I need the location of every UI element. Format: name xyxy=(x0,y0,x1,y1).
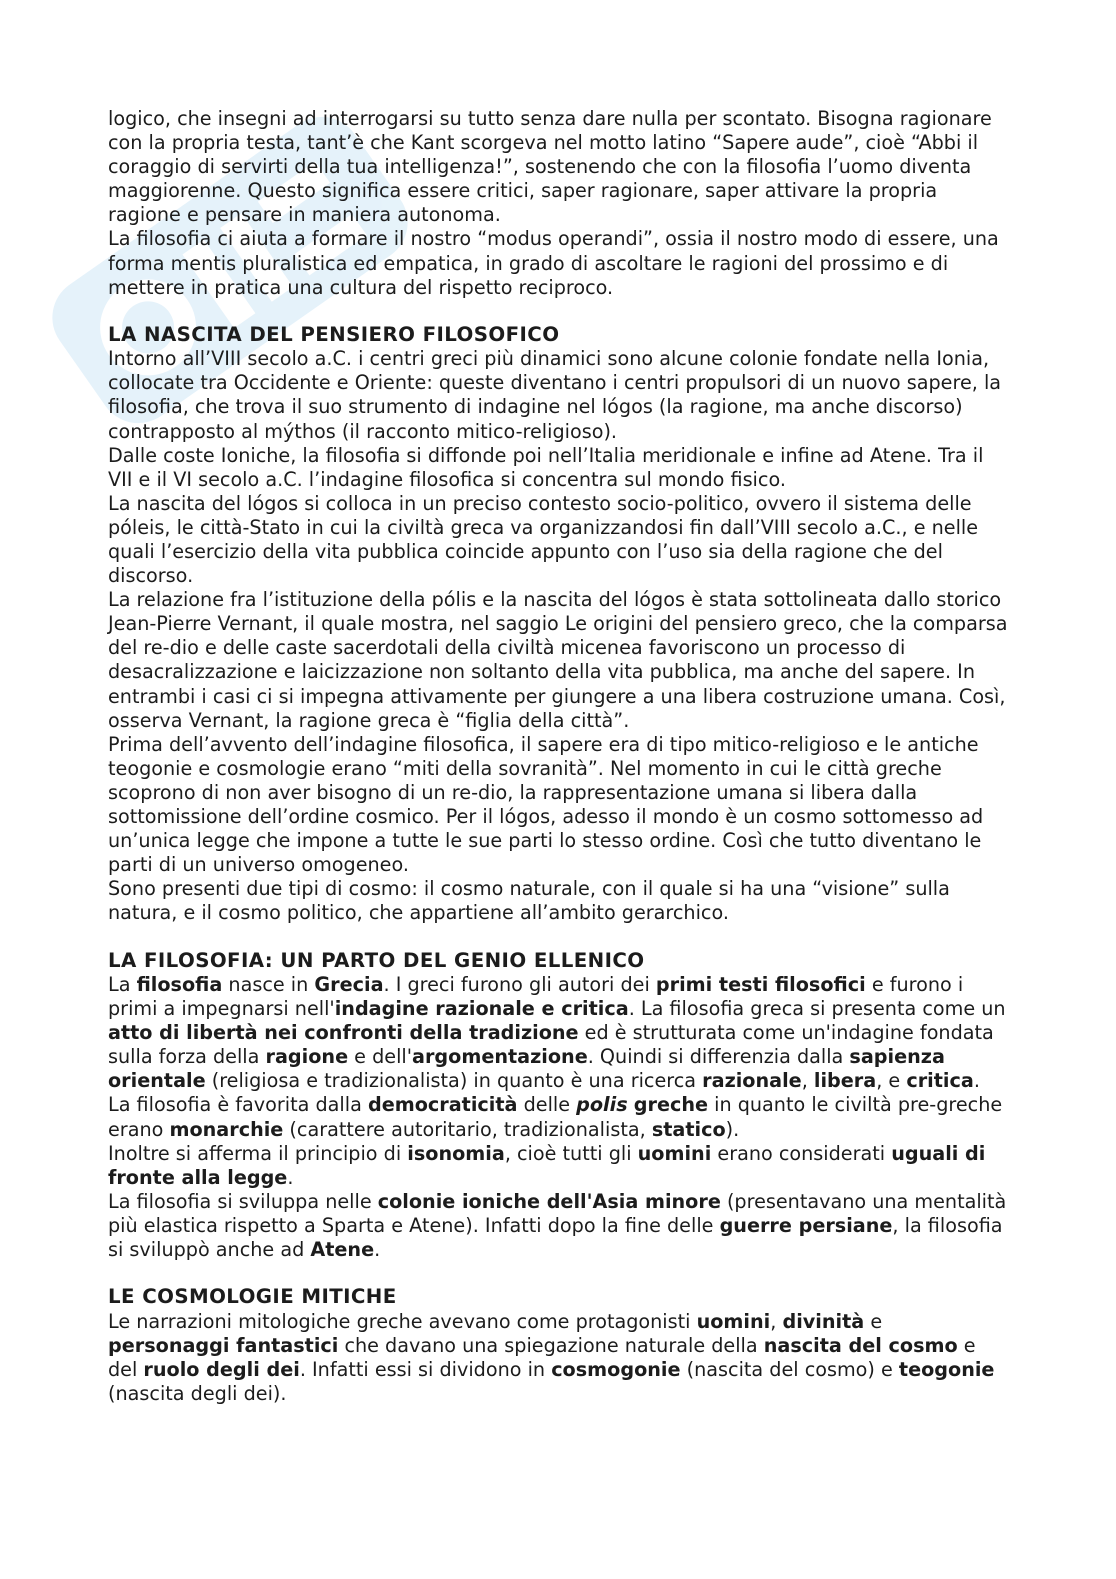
intro-paragraph-1: logico, che insegni ad interrogarsi su tutto senza dare nulla per scontato. Bisogna ragionare con la propria testa, tant’è che Kant scorgeva nel motto latino “Sapere aude”, cioè “Abbi il coraggio di servirti della tua intelligenza!”, sostenendo che con la filosofia l’uomo diventa maggiorenne. Questo significa essere critici, saper ragionare, saper attivare la propria ragione e pensare in maniera autonoma. xyxy=(108,107,992,227)
section-title-genio-ellenico: LA FILOSOFIA: UN PARTO DEL GENIO ELLENICO xyxy=(108,948,645,972)
genio-paragraph-1: La filosofia nasce in Grecia. I greci furono gli autori dei primi testi filosofici e furono i primi a impegnarsi nell'indagine razionale e critica. La filosofia greca si presenta come un atto di libertà nei confronti della tradizione ed è strutturata come un'indagine fondata sulla forza della ragione e dell'argomentazione. Quindi si differenzia dalla sapienza orientale (religiosa e tradizionalista) in quanto è una ricerca razionale, libera, e critica. xyxy=(108,973,1006,1093)
nascita-paragraph-4: La relazione fra l’istituzione della pólis e la nascita del lógos è stata sottolineata dallo storico Jean-Pierre Vernant, il quale mostra, nel saggio Le origini del pensiero greco, che la comparsa del re-dio e delle caste sacerdotali della civiltà micenea favoriscono un processo di desacralizzazione e laicizzazione non soltanto della vita pubblica, ma anche del sapere. In entrambi i casi ci si impegna attivamente per giungere a una libera costruzione umana. Così, osserva Vernant, la ragione greca è “figlia della città”. xyxy=(108,588,1008,732)
intro-paragraph-2: La filosofia ci aiuta a formare il nostro “modus operandi”, ossia il nostro modo di essere, una forma mentis pluralistica ed empatica, in grado di ascoltare le ragioni del prossimo e di mettere in pratica una cultura del rispetto reciproco. xyxy=(108,227,999,299)
genio-paragraph-4: La filosofia si sviluppa nelle colonie ioniche dell'Asia minore (presentavano una mentalità più elastica rispetto a Sparta e Atene). Infatti dopo la fine delle guerre persiane, la filosofia si sviluppò anche ad Atene. xyxy=(108,1189,1007,1262)
nascita-paragraph-3: La nascita del lógos si colloca in un preciso contesto socio-politico, ovvero il sistema delle póleis, le città-Stato in cui la civiltà greca va organizzandosi fin dall’VIII secolo a.C., e nelle quali l’esercizio della vita pubblica coincide appunto con l’uso sia della ragione che del discorso. xyxy=(108,491,979,588)
nascita-paragraph-5: Prima dell’avvento dell’indagine filosofica, il sapere era di tipo mitico-religioso e le antiche teogonie e cosmologie erano “miti della sovranità”. Nel momento in cui le città greche scoprono di non aver bisogno di un re-dio, la rappresentazione umana si libera dalla sottomissione dell’ordine cosmico. Per il lógos, adesso il mondo è un cosmo sottomesso ad un’unica legge che impone a tutte le sue parti lo stesso ordine. Così che tutto diventano le parti di un universo omogeneo. xyxy=(108,732,984,877)
genio-paragraph-3: Inoltre si afferma il principio di isonomia, cioè tutti gli uomini erano considerati uguali di fronte alla legge. xyxy=(108,1141,986,1189)
genio-paragraph-2: La filosofia è favorita dalla democraticità delle polis greche in quanto le civiltà pre-greche erano monarchie (carattere autoritario, tradizionalista, statico). xyxy=(108,1093,1003,1141)
nascita-paragraph-2: Dalle coste Ioniche, la filosofia si diffonde poi nell’Italia meridionale e infine ad Atene. Tra il VII e il VI secolo a.C. l’indagine filosofica si concentra sul mondo fisico. xyxy=(108,443,984,491)
document-page xyxy=(108,107,1008,1406)
nascita-paragraph-1: Intorno all’VIII secolo a.C. i centri greci più dinamici sono alcune colonie fondate nella Ionia, collocate tra Occidente e Oriente: queste diventano i centri propulsori di un nuovo sapere, la filosofia, che trova il suo strumento di indagine nel lógos (la ragione, ma anche discorso) contrapposto al mýthos (il racconto mitico-religioso). xyxy=(108,347,1002,443)
nascita-paragraph-6: Sono presenti due tipi di cosmo: il cosmo naturale, con il quale si ha una “visione” sulla natura, e il cosmo politico, che appartiene all’ambito gerarchico. xyxy=(108,877,950,925)
cosmologie-paragraph-1: Le narrazioni mitologiche greche avevano come protagonisti uomini, divinità e personaggi fantastici che davano una spiegazione naturale della nascita del cosmo e del ruolo degli dei. Infatti essi si dividono in cosmogonie (nascita del cosmo) e teogonie (nascita degli dei). xyxy=(108,1309,995,1405)
section-title-cosmologie: LE COSMOLOGIE MITICHE xyxy=(108,1285,397,1309)
section-title-nascita: LA NASCITA DEL PENSIERO FILOSOFICO xyxy=(108,322,560,346)
